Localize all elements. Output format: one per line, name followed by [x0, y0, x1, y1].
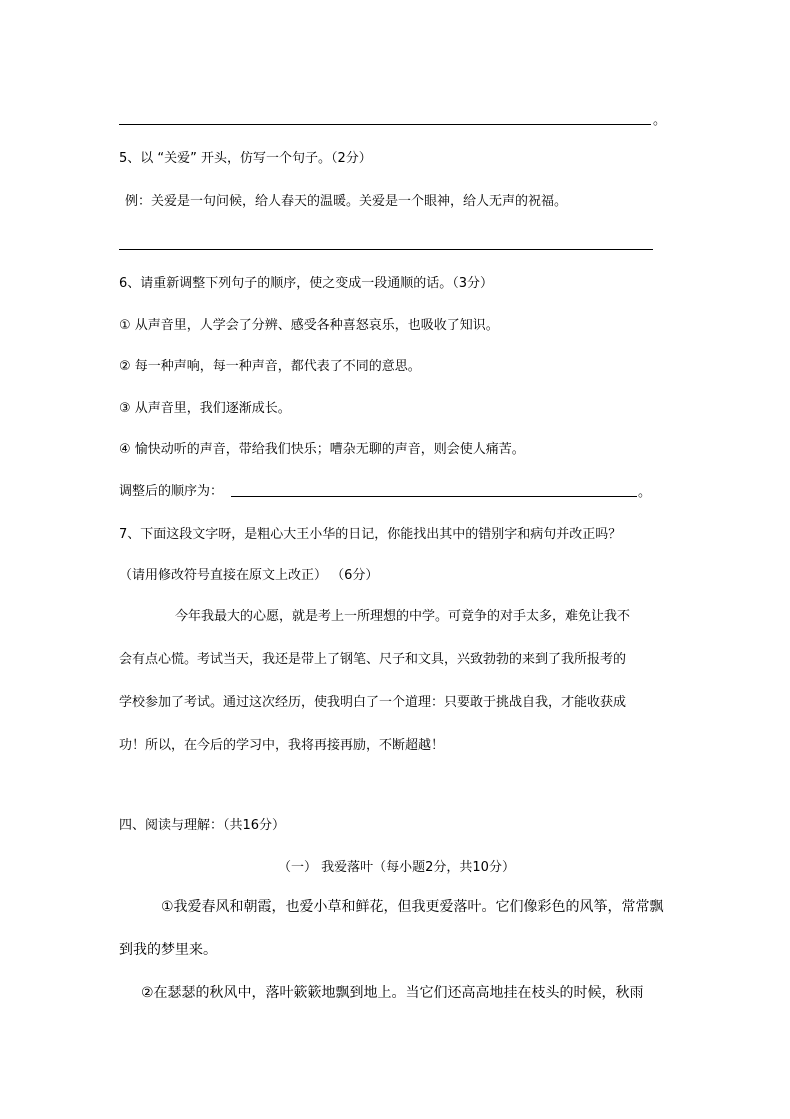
q7-instruction: （请用修改符号直接在原文上改正） （6分） — [119, 568, 379, 583]
q6-item-2: ② 每一种声响，每一种声音，都代表了不同的意思。 — [119, 359, 421, 374]
passage-title: （一） 我爱落叶（每小题2分，共10分） — [278, 860, 515, 875]
passage-line-2: 到我的梦里来。 — [119, 942, 217, 958]
passage-line-1: ①我爱春风和朝霞，也爱小草和鲜花，但我更爱落叶。它们像彩色的风筝，常常飘 — [161, 899, 664, 915]
q6-order-end-period: 。 — [638, 485, 652, 500]
q7-diary-line-3: 学校参加了考试。通过这次经历，使我明白了一个道理：只要敢于挑战自我，才能收获成 — [119, 695, 627, 710]
q7-diary-line-4: 功！所以，在今后的学习中，我将再接再励，不断超越！ — [119, 738, 445, 753]
q5-example: 例：关爱是一句问候，给人春天的温暖。关爱是一个眼神，给人无声的祝福。 — [125, 194, 568, 209]
passage-line-3: ②在瑟瑟的秋风中，落叶簌簌地飘到地上。当它们还高高地挂在枝头的时候，秋雨 — [141, 985, 644, 1001]
q6-item-3: ③ 从声音里，我们逐渐成长。 — [119, 401, 291, 416]
q7-question: 7、下面这段文字呀，是粗心大王小华的日记，你能找出其中的错别字和病句并改正吗？ — [119, 527, 622, 542]
q7-diary-line-1: 今年我最大的心愿，就是考上一所理想的中学。可竟争的对手太多，难免让我不 — [175, 609, 631, 624]
q5-question: 5、以 “关爱” 开头，仿写一个句子。（2分） — [119, 151, 372, 166]
q6-order-answer-line[interactable] — [231, 496, 637, 497]
q6-item-1: ① 从声音里，人学会了分辨、感受各种喜怒哀乐，也吸收了知识。 — [119, 318, 499, 333]
section4-heading: 四、阅读与理解：（共16分） — [119, 818, 286, 833]
q7-diary-line-2: 会有点心慌。考试当天，我还是带上了钢笔、尺子和文具，兴致勃勃的来到了我所报考的 — [119, 652, 627, 667]
q5-answer-line[interactable] — [119, 249, 653, 250]
q6-item-4: ④ 愉快动听的声音，带给我们快乐；嘈杂无聊的声音，则会使人痛苦。 — [119, 442, 525, 457]
q6-question: 6、请重新调整下列句子的顺序，使之变成一段通顺的话。（3分） — [119, 276, 494, 291]
answer-line-top[interactable] — [119, 124, 651, 125]
q6-order-label: 调整后的顺序为： — [119, 484, 224, 499]
answer-end-period: 。 — [653, 113, 667, 128]
